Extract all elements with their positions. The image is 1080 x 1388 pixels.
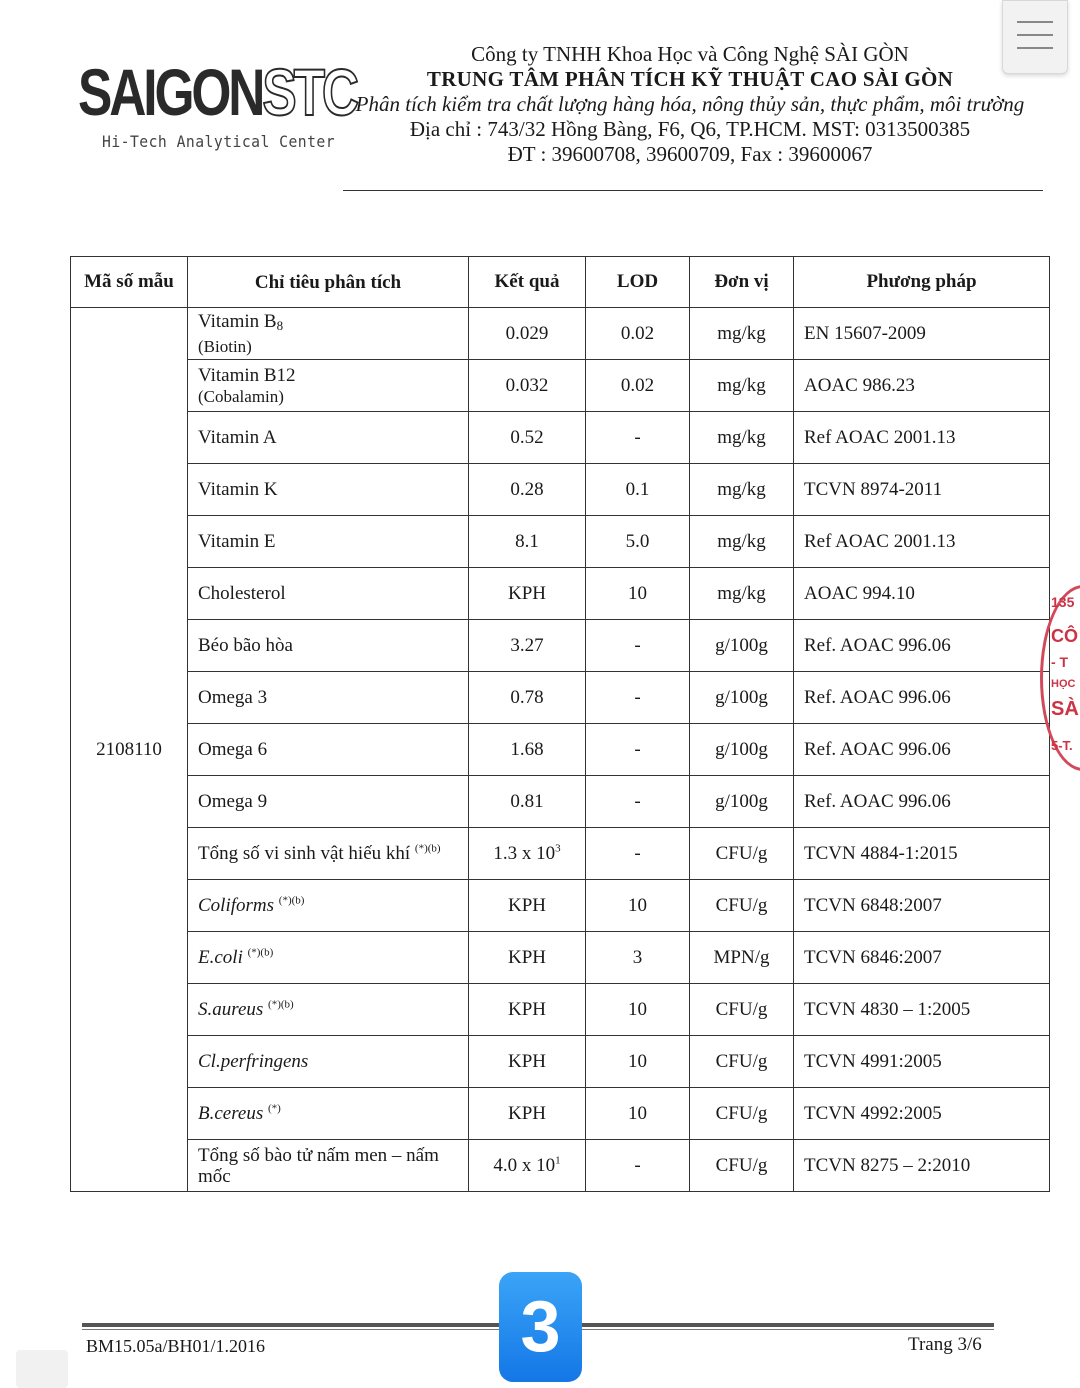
method-cell: Ref AOAC 2001.13 [794, 516, 1050, 568]
page-badge[interactable]: 3 [499, 1272, 582, 1382]
method-cell: AOAC 986.23 [794, 360, 1050, 412]
unit-cell: CFU/g [690, 1036, 794, 1088]
parameter-cell: Vitamin K [188, 464, 469, 516]
table-row [71, 1088, 1050, 1140]
method-cell: Ref. AOAC 996.06 [794, 672, 1050, 724]
lod-cell: 10 [586, 1036, 690, 1088]
header-sample-code: Mã số mẫu [71, 257, 188, 308]
parameter-cell: Cholesterol [188, 568, 469, 620]
menu-button[interactable] [1002, 0, 1068, 74]
method-cell: TCVN 8974-2011 [794, 464, 1050, 516]
header-divider [343, 190, 1043, 191]
unit-cell: mg/kg [690, 412, 794, 464]
result-cell: KPH [469, 568, 586, 620]
method-cell: EN 15607-2009 [794, 308, 1050, 360]
lod-cell: - [586, 776, 690, 828]
unit-cell: g/100g [690, 620, 794, 672]
parameter-cell: Coliforms $^{(*)(b)}$ [188, 880, 469, 932]
parameter-cell: Omega 9 [188, 776, 469, 828]
table-row [71, 932, 1050, 984]
result-cell: KPH [469, 1036, 586, 1088]
unit-cell: mg/kg [690, 360, 794, 412]
lod-cell: 0.02 [586, 308, 690, 360]
parameter-cell: Vitamin B12 (Cobalamin) [188, 360, 469, 412]
result-cell: 1.3 x $10^3$ [469, 828, 586, 880]
unit-cell: CFU/g [690, 1140, 794, 1192]
method-cell: Ref AOAC 2001.13 [794, 412, 1050, 464]
table-row [71, 880, 1050, 932]
result-cell: 0.78 [469, 672, 586, 724]
method-cell: TCVN 8275 – 2:2010 [794, 1140, 1050, 1192]
result-cell: 1.68 [469, 724, 586, 776]
lod-cell: - [586, 672, 690, 724]
results-table [70, 256, 1050, 1192]
table-row [71, 516, 1050, 568]
table-row [71, 984, 1050, 1036]
company-logo [78, 55, 356, 156]
header-unit: Đơn vị [690, 257, 794, 308]
lod-cell: - [586, 828, 690, 880]
result-cell: KPH [469, 984, 586, 1036]
unit-cell: mg/kg [690, 308, 794, 360]
result-cell: 0.52 [469, 412, 586, 464]
corner-widget [16, 1350, 68, 1388]
header-result: Kết quả [469, 257, 586, 308]
method-cell: AOAC 994.10 [794, 568, 1050, 620]
table-header-row [71, 257, 1050, 308]
method-cell: Ref. AOAC 996.06 [794, 776, 1050, 828]
method-cell: TCVN 6848:2007 [794, 880, 1050, 932]
table-row [71, 724, 1050, 776]
unit-cell: mg/kg [690, 568, 794, 620]
parameter-cell: Cl.perfringens [188, 1036, 469, 1088]
form-code: BM15.05a/BH01/1.2016 [86, 1336, 266, 1356]
method-cell: TCVN 6846:2007 [794, 932, 1050, 984]
lod-cell: - [586, 620, 690, 672]
parameter-cell: Tổng số bào tử nấm men – nấm mốc [188, 1140, 469, 1192]
result-cell: 4.0 x $10^1$ [469, 1140, 586, 1192]
parameter-cell: Vitamin B8 (Biotin) [188, 308, 469, 360]
result-cell: 8.1 [469, 516, 586, 568]
lod-cell: - [586, 724, 690, 776]
unit-cell: CFU/g [690, 880, 794, 932]
table-row [71, 568, 1050, 620]
result-cell: 0.032 [469, 360, 586, 412]
method-cell: TCVN 4884-1:2015 [794, 828, 1050, 880]
parameter-cell: E.coli $^{(*)(b)}$ [188, 932, 469, 984]
lod-cell: - [586, 412, 690, 464]
sample-code-cell: 2108110 [71, 308, 188, 1192]
parameter-cell: Tổng số vi sinh vật hiếu khí $^{(*)(b)}$ [188, 828, 469, 880]
result-cell: KPH [469, 1088, 586, 1140]
method-cell: Ref. AOAC 996.06 [794, 724, 1050, 776]
lod-cell: 10 [586, 1088, 690, 1140]
header-parameter: Chỉ tiêu phân tích [188, 257, 469, 308]
unit-cell: g/100g [690, 776, 794, 828]
result-cell: 0.029 [469, 308, 586, 360]
logo-tagline: Hi-Tech Analytical Center [102, 132, 336, 151]
lod-cell: 10 [586, 984, 690, 1036]
lod-cell: - [586, 1140, 690, 1192]
result-cell: 0.28 [469, 464, 586, 516]
result-cell: 0.81 [469, 776, 586, 828]
header-lod: LOD [586, 257, 690, 308]
lod-cell: 5.0 [586, 516, 690, 568]
parameter-cell: Omega 6 [188, 724, 469, 776]
table-row [71, 620, 1050, 672]
parameter-cell: Vitamin E [188, 516, 469, 568]
unit-cell: mg/kg [690, 464, 794, 516]
result-cell: 3.27 [469, 620, 586, 672]
header-method: Phương pháp [794, 257, 1050, 308]
company-name: Công ty TNHH Khoa Học và Công Nghệ SÀI GÒN [471, 42, 909, 66]
menu-icon [1017, 34, 1053, 36]
company-seal-stamp: 135 CÔ - T HỌC SÀ 5-T. [1040, 585, 1080, 771]
unit-cell: g/100g [690, 724, 794, 776]
unit-cell: g/100g [690, 672, 794, 724]
unit-cell: mg/kg [690, 516, 794, 568]
unit-cell: CFU/g [690, 828, 794, 880]
menu-icon [1017, 21, 1053, 23]
menu-icon [1017, 47, 1053, 49]
table-row [71, 464, 1050, 516]
result-cell: KPH [469, 932, 586, 984]
logo-wordmark: SAIGONSTC [78, 55, 356, 129]
lod-cell: 10 [586, 880, 690, 932]
result-cell: KPH [469, 880, 586, 932]
lod-cell: 3 [586, 932, 690, 984]
table-row [71, 1036, 1050, 1088]
lod-cell: 10 [586, 568, 690, 620]
unit-cell: CFU/g [690, 1088, 794, 1140]
company-header [340, 42, 1040, 167]
company-address: Địa chỉ : 743/32 Hồng Bàng, F6, Q6, TP.HCM. MST: 0313500385 [409, 117, 971, 141]
table-row [71, 412, 1050, 464]
center-name: TRUNG TÂM PHÂN TÍCH KỸ THUẬT CAO SÀI GÒN [426, 67, 954, 91]
parameter-cell: Béo bão hòa [188, 620, 469, 672]
unit-cell: MPN/g [690, 932, 794, 984]
unit-cell: CFU/g [690, 984, 794, 1036]
table-row [71, 776, 1050, 828]
method-cell: TCVN 4992:2005 [794, 1088, 1050, 1140]
parameter-cell: Omega 3 [188, 672, 469, 724]
table-row [71, 1140, 1050, 1192]
lod-cell: 0.1 [586, 464, 690, 516]
lod-cell: 0.02 [586, 360, 690, 412]
parameter-cell: S.aureus $^{(*)(b)}$ [188, 984, 469, 1036]
company-scope: Phân tích kiểm tra chất lượng hàng hóa, nông thủy sản, thực phẩm, môi trường [355, 92, 1025, 116]
page-number: Trang 3/6 [908, 1334, 982, 1355]
method-cell: TCVN 4991:2005 [794, 1036, 1050, 1088]
method-cell: Ref. AOAC 996.06 [794, 620, 1050, 672]
parameter-cell: B.cereus (*) [188, 1088, 469, 1140]
table-row [71, 308, 1050, 360]
table-row [71, 360, 1050, 412]
parameter-cell: Vitamin A [188, 412, 469, 464]
method-cell: TCVN 4830 – 1:2005 [794, 984, 1050, 1036]
table-row [71, 672, 1050, 724]
table-row [71, 828, 1050, 880]
company-phone: ĐT : 39600708, 39600709, Fax : 39600067 [507, 142, 873, 166]
